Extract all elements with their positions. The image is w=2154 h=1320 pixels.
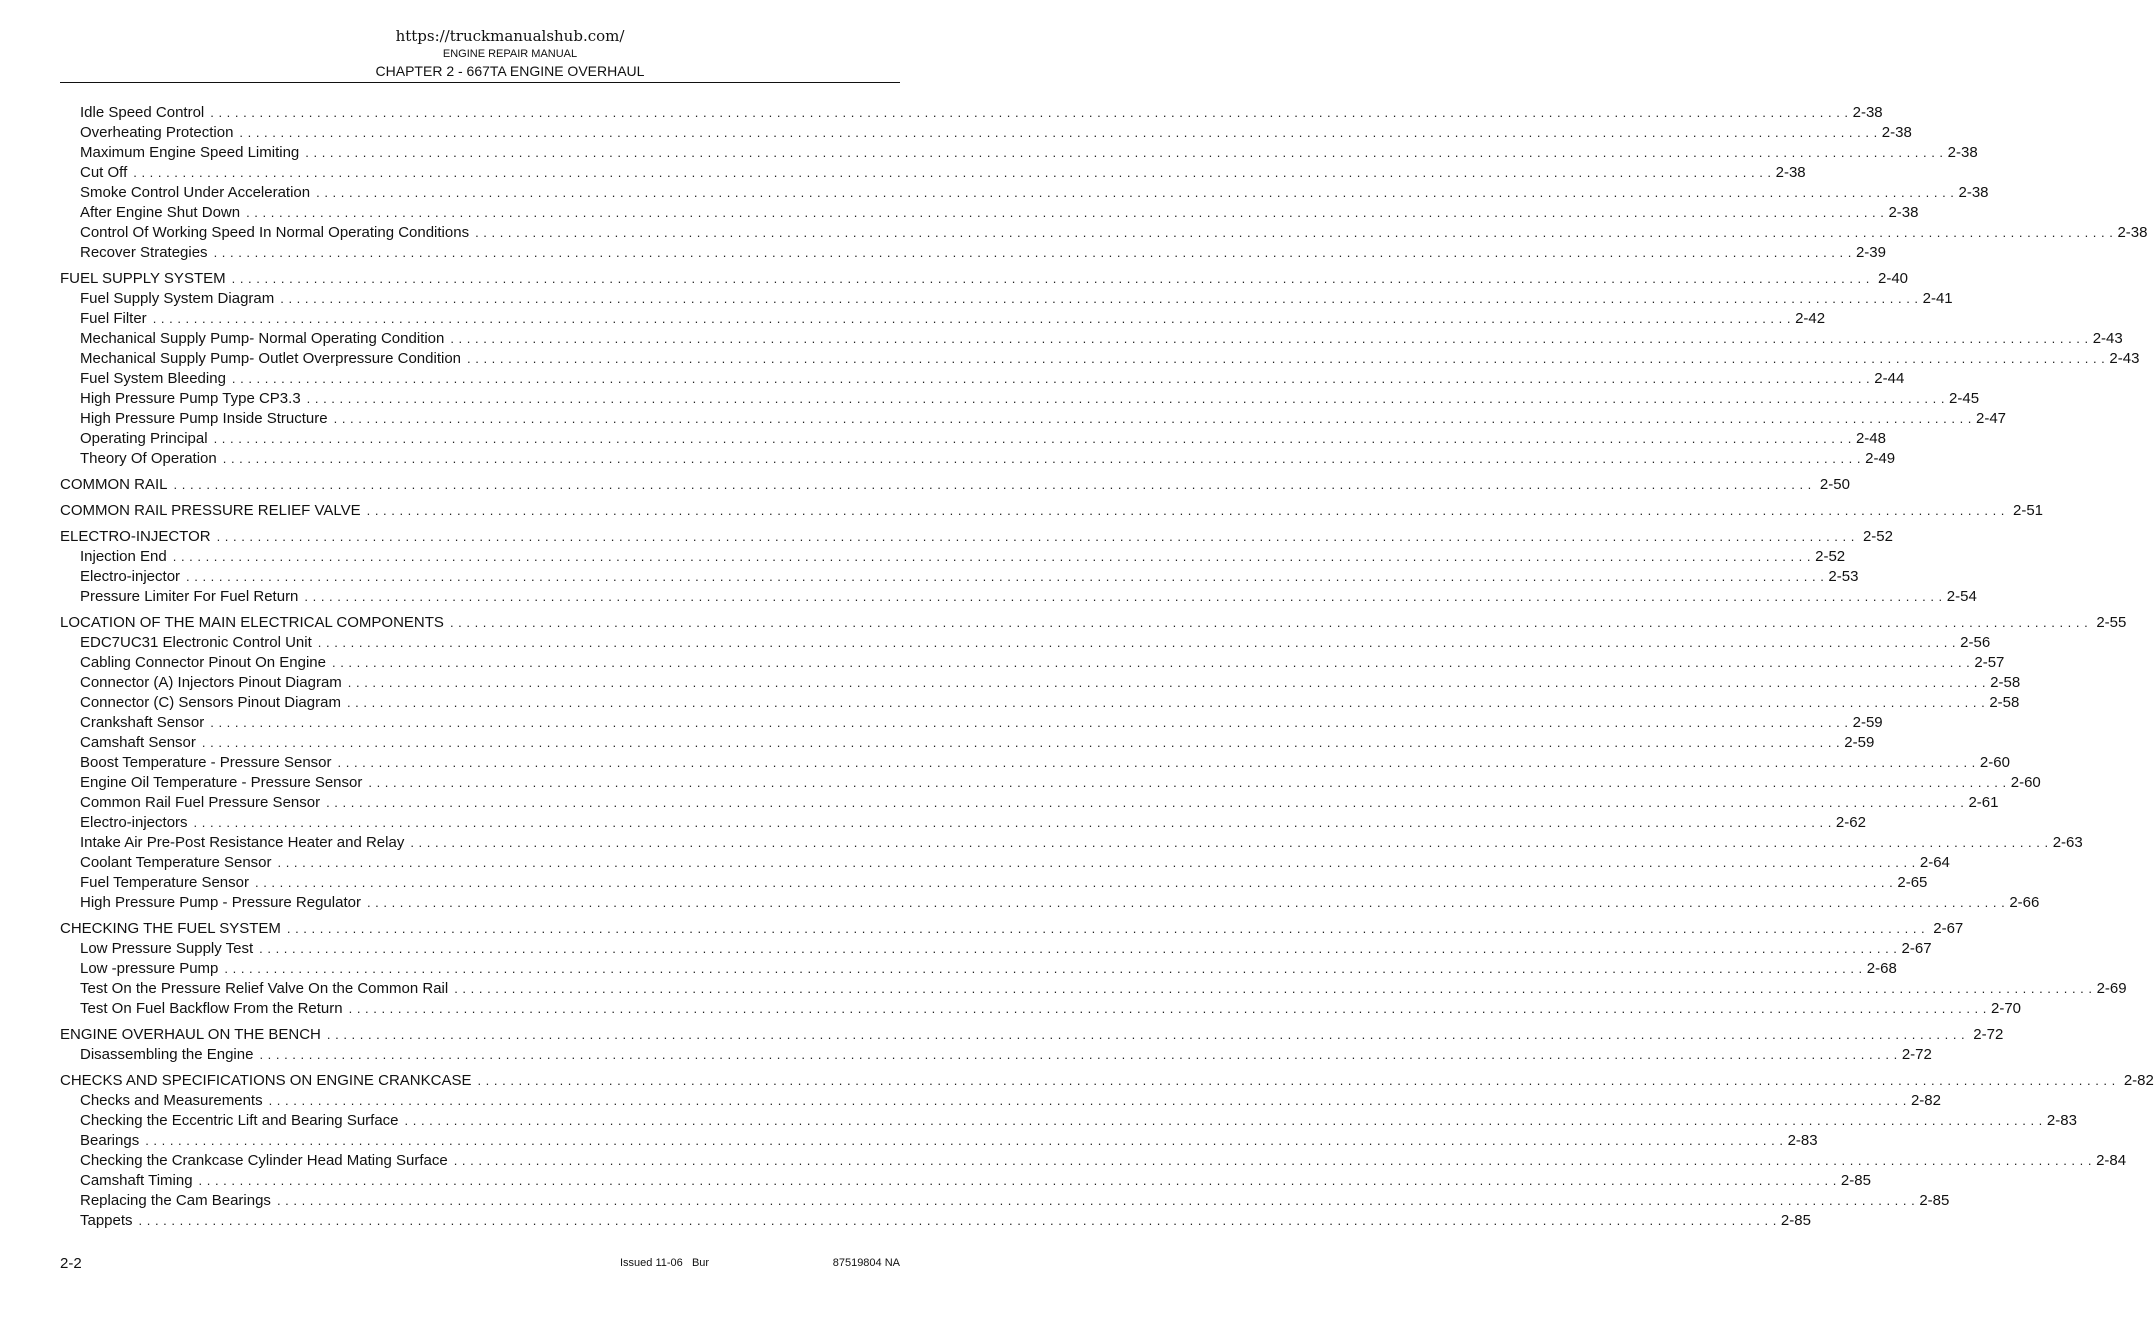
- dot-leader: ........................................................................................................................................................................................................: [193, 815, 1836, 830]
- dot-leader: ........................................................................................................................................................................................................: [305, 145, 1948, 160]
- toc-entry-title: Coolant Temperature Sensor: [80, 854, 272, 871]
- toc-entry-page: 2-38: [1881, 124, 1912, 141]
- toc-entry-page: 2-38: [1958, 184, 1989, 201]
- dot-leader: ........................................................................................................................................................................................................: [368, 775, 2011, 790]
- toc-entry-page: 2-82: [1910, 1092, 1941, 1109]
- toc-entry-title: Smoke Control Under Acceleration: [80, 184, 311, 201]
- dot-leader: ........................................................................................................................................................................................................: [198, 1173, 1841, 1188]
- dot-leader: ........................................................................................................................................................................................................: [213, 431, 1856, 446]
- dot-leader: ........................................................................................................................................................................................................: [259, 1047, 1902, 1062]
- toc-entry-page: 2-38: [1852, 104, 1883, 121]
- toc-entry-title: Maximum Engine Speed Limiting: [80, 144, 300, 161]
- toc-subsection-entry: [60, 979, 2127, 999]
- toc-subsection-entry: [60, 349, 2140, 369]
- toc-entry-title: COMMON RAIL: [60, 476, 168, 493]
- toc-subsection-entry: [60, 1191, 1950, 1211]
- dot-leader: ........................................................................................................................................................................................................: [326, 1027, 1970, 1042]
- toc-entry-title: Cabling Connector Pinout On Engine: [80, 654, 326, 671]
- toc-subsection-entry: [60, 1091, 1941, 1111]
- header-rule: [60, 82, 900, 83]
- dot-leader: ........................................................................................................................................................................................................: [348, 1001, 1991, 1016]
- toc-subsection-entry: [60, 833, 2083, 853]
- toc-entry-page: 2-85: [1840, 1172, 1871, 1189]
- toc-entry-title: Control Of Working Speed In Normal Operating Conditions: [80, 224, 470, 241]
- toc-entry-page: 2-38: [1775, 164, 1806, 181]
- toc-entry-title: Tappets: [80, 1212, 133, 1229]
- dot-leader: ........................................................................................................................................................................................................: [138, 1213, 1781, 1228]
- toc-entry-title: Low Pressure Supply Test: [80, 940, 254, 957]
- manual-title: ENGINE REPAIR MANUAL: [442, 48, 578, 60]
- toc-entry-page: 2-59: [1844, 734, 1875, 751]
- footer-page-number: 2-2: [60, 1255, 82, 1272]
- toc-entry-title: Boost Temperature - Pressure Sensor: [80, 754, 332, 771]
- dot-leader: ........................................................................................................................................................................................................: [467, 351, 2110, 366]
- toc-entry-title: Intake Air Pre-Post Resistance Heater and Relay: [80, 834, 405, 851]
- dot-leader: ........................................................................................................................................................................................................: [259, 941, 1902, 956]
- dot-leader: ........................................................................................................................................................................................................: [277, 855, 1920, 870]
- toc-entry-title: Common Rail Fuel Pressure Sensor: [80, 794, 321, 811]
- toc-entry-page: 2-48: [1855, 430, 1886, 447]
- toc-section-entry: [60, 1071, 2154, 1091]
- toc-entry-title: Bearings: [80, 1132, 140, 1149]
- toc-section-entry: [60, 475, 1850, 495]
- toc-entry-page: 2-82: [2123, 1072, 2154, 1089]
- toc-entry-title: ENGINE OVERHAUL ON THE BENCH: [60, 1026, 321, 1043]
- toc-entry-page: 2-43: [2092, 330, 2123, 347]
- toc-subsection-entry: [60, 409, 2007, 429]
- toc-entry-page: 2-65: [1897, 874, 1928, 891]
- footer-doc-number: 87519804 NA: [832, 1257, 900, 1269]
- toc-subsection-entry: [60, 733, 1875, 753]
- toc-subsection-entry: [60, 1151, 2127, 1171]
- dot-leader: ........................................................................................................................................................................................................: [224, 961, 1867, 976]
- toc-entry-page: 2-58: [1989, 694, 2020, 711]
- dot-leader: ........................................................................................................................................................................................................: [231, 271, 1874, 286]
- toc-entry-title: High Pressure Pump Type CP3.3: [80, 390, 301, 407]
- dot-leader: ........................................................................................................................................................................................................: [210, 715, 1853, 730]
- toc-entry-title: Checking the Eccentric Lift and Bearing Surface: [80, 1112, 399, 1129]
- dot-leader: ........................................................................................................................................................................................................: [173, 477, 1816, 492]
- toc-subsection-entry: [60, 123, 1912, 143]
- toc-subsection-entry: [60, 223, 2148, 243]
- toc-entry-title: Fuel Filter: [80, 310, 147, 327]
- toc-entry-title: Electro-injectors: [80, 814, 188, 831]
- toc-subsection-entry: [60, 773, 2041, 793]
- toc-entry-page: 2-83: [2046, 1112, 2077, 1129]
- toc-subsection-entry: [60, 1111, 2077, 1131]
- toc-entry-page: 2-72: [1973, 1026, 2004, 1043]
- toc-entry-page: 2-38: [1947, 144, 1978, 161]
- toc-subsection-entry: [60, 673, 2021, 693]
- toc-entry-page: 2-72: [1901, 1046, 1932, 1063]
- toc-entry-page: 2-41: [1922, 290, 1953, 307]
- toc-entry-page: 2-57: [1974, 654, 2005, 671]
- dot-leader: ........................................................................................................................................................................................................: [246, 205, 1889, 220]
- toc-subsection-entry: [60, 1131, 1818, 1151]
- toc-entry-page: 2-69: [2096, 980, 2127, 997]
- toc-entry-page: 2-85: [1919, 1192, 1950, 1209]
- toc-entry-page: 2-64: [1919, 854, 1950, 871]
- toc-subsection-entry: [60, 103, 1883, 123]
- toc-entry-title: Checks and Measurements: [80, 1092, 263, 1109]
- dot-leader: ........................................................................................................................................................................................................: [268, 1093, 1911, 1108]
- toc-entry-title: EDC7UC31 Electronic Control Unit: [80, 634, 312, 651]
- dot-leader: ........................................................................................................................................................................................................: [449, 615, 2093, 630]
- toc-section-entry: [60, 1025, 2004, 1045]
- toc-entry-page: 2-42: [1795, 310, 1826, 327]
- toc-section-entry: [60, 269, 1909, 289]
- dot-leader: ........................................................................................................................................................................................................: [347, 675, 1991, 690]
- dot-leader: ........................................................................................................................................................................................................: [222, 451, 1866, 466]
- toc-entry-title: Camshaft Sensor: [80, 734, 196, 751]
- toc-entry-page: 2-63: [2052, 834, 2083, 851]
- toc-subsection-entry: [60, 1045, 1932, 1065]
- toc-subsection-entry: [60, 939, 1932, 959]
- toc-entry-page: 2-83: [1787, 1132, 1818, 1149]
- toc-entry-page: 2-56: [1960, 634, 1991, 651]
- toc-entry-page: 2-59: [1852, 714, 1883, 731]
- toc-subsection-entry: [60, 587, 1977, 607]
- toc-entry-title: Recover Strategies: [80, 244, 208, 261]
- dot-leader: ........................................................................................................................................................................................................: [152, 311, 1796, 326]
- dot-leader: ........................................................................................................................................................................................................: [276, 1193, 1920, 1208]
- toc-entry-title: ELECTRO-INJECTOR: [60, 528, 211, 545]
- toc-entry-page: 2-58: [1990, 674, 2021, 691]
- toc-entry-page: 2-52: [1862, 528, 1893, 545]
- toc-entry-title: Idle Speed Control: [80, 104, 205, 121]
- toc-entry-page: 2-67: [1901, 940, 1932, 957]
- toc-section-entry: [60, 501, 2044, 521]
- toc-subsection-entry: [60, 713, 1883, 733]
- toc-entry-page: 2-85: [1780, 1212, 1811, 1229]
- toc-entry-title: Disassembling the Engine: [80, 1046, 254, 1063]
- dot-leader: ........................................................................................................................................................................................................: [316, 185, 1959, 200]
- toc-subsection-entry: [60, 959, 1897, 979]
- toc-entry-page: 2-43: [2109, 350, 2140, 367]
- dot-leader: ........................................................................................................................................................................................................: [450, 331, 2093, 346]
- toc-subsection-entry: [60, 329, 2123, 349]
- dot-leader: ........................................................................................................................................................................................................: [213, 245, 1856, 260]
- toc-subsection-entry: [60, 429, 1886, 449]
- toc-entry-title: Overheating Protection: [80, 124, 234, 141]
- toc-entry-title: Test On Fuel Backflow From the Return: [80, 1000, 343, 1017]
- toc-entry-title: Mechanical Supply Pump- Normal Operating Condition: [80, 330, 445, 347]
- toc-subsection-entry: [60, 1211, 1811, 1231]
- toc-entry-page: 2-40: [1877, 270, 1909, 287]
- toc-entry-title: Operating Principal: [80, 430, 208, 447]
- toc-entry-page: 2-38: [2117, 224, 2148, 241]
- toc-subsection-entry: [60, 567, 1859, 587]
- table-of-contents: [60, 103, 2154, 1231]
- toc-entry-title: Checking the Crankcase Cylinder Head Mating Surface: [80, 1152, 448, 1169]
- toc-subsection-entry: [60, 653, 2005, 673]
- toc-entry-title: Replacing the Cam Bearings: [80, 1192, 271, 1209]
- toc-entry-page: 2-60: [2010, 774, 2041, 791]
- toc-entry-title: Cut Off: [80, 164, 128, 181]
- toc-subsection-entry: [60, 143, 1978, 163]
- toc-entry-page: 2-62: [1835, 814, 1866, 831]
- toc-subsection-entry: [60, 369, 1905, 389]
- toc-subsection-entry: [60, 633, 1991, 653]
- dot-leader: ........................................................................................................................................................................................................: [317, 635, 1961, 650]
- toc-subsection-entry: [60, 289, 1953, 309]
- toc-entry-title: LOCATION OF THE MAIN ELECTRICAL COMPONENTS: [60, 614, 444, 631]
- toc-entry-title: After Engine Shut Down: [80, 204, 241, 221]
- toc-entry-title: Connector (A) Injectors Pinout Diagram: [80, 674, 342, 691]
- toc-subsection-entry: [60, 873, 1928, 893]
- toc-subsection-entry: [60, 243, 1886, 263]
- toc-entry-page: 2-68: [1866, 960, 1897, 977]
- toc-entry-page: 2-66: [2009, 894, 2040, 911]
- toc-subsection-entry: [60, 309, 1826, 329]
- toc-entry-page: 2-47: [1976, 410, 2007, 427]
- toc-entry-page: 2-39: [1855, 244, 1886, 261]
- dot-leader: ........................................................................................................................................................................................................: [239, 125, 1882, 140]
- toc-entry-title: Fuel Temperature Sensor: [80, 874, 249, 891]
- toc-entry-title: COMMON RAIL PRESSURE RELIEF VALVE: [60, 502, 361, 519]
- dot-leader: ........................................................................................................................................................................................................: [133, 165, 1776, 180]
- dot-leader: ........................................................................................................................................................................................................: [286, 921, 1930, 936]
- toc-entry-title: Fuel System Bleeding: [80, 370, 226, 387]
- toc-entry-page: 2-55: [2096, 614, 2127, 631]
- toc-entry-title: Electro-injector: [80, 568, 181, 585]
- toc-subsection-entry: [60, 449, 1896, 469]
- toc-entry-title: Fuel Supply System Diagram: [80, 290, 275, 307]
- toc-entry-title: Test On the Pressure Relief Valve On the Common Rail: [80, 980, 449, 997]
- toc-entry-title: CHECKING THE FUEL SYSTEM: [60, 920, 281, 937]
- toc-entry-page: 2-45: [1949, 390, 1980, 407]
- toc-entry-page: 2-54: [1946, 588, 1977, 605]
- toc-entry-page: 2-51: [2013, 502, 2044, 519]
- toc-subsection-entry: [60, 693, 2020, 713]
- toc-entry-page: 2-49: [1865, 450, 1896, 467]
- footer-issue: Issued 11-06 Bur: [620, 1257, 710, 1269]
- toc-entry-title: Crankshaft Sensor: [80, 714, 205, 731]
- toc-subsection-entry: [60, 753, 2010, 773]
- toc-subsection-entry: [60, 163, 1806, 183]
- toc-subsection-entry: [60, 999, 2022, 1019]
- toc-entry-page: 2-70: [1990, 1000, 2022, 1017]
- toc-subsection-entry: [60, 793, 1999, 813]
- toc-subsection-entry: [60, 389, 1980, 409]
- toc-entry-title: Engine Oil Temperature - Pressure Sensor: [80, 774, 363, 791]
- toc-subsection-entry: [60, 547, 1846, 567]
- dot-leader: ........................................................................................................................................................................................................: [280, 291, 1923, 306]
- dot-leader: ........................................................................................................................................................................................................: [326, 795, 1969, 810]
- dot-leader: ........................................................................................................................................................................................................: [172, 549, 1816, 564]
- dot-leader: ........................................................................................................................................................................................................: [145, 1133, 1788, 1148]
- dot-leader: ........................................................................................................................................................................................................: [201, 735, 1845, 750]
- dot-leader: ........................................................................................................................................................................................................: [333, 411, 1976, 426]
- dot-leader: ........................................................................................................................................................................................................: [477, 1073, 2120, 1088]
- dot-leader: ........................................................................................................................................................................................................: [306, 391, 1950, 406]
- toc-entry-page: 2-38: [1888, 204, 1919, 221]
- toc-entry-title: CHECKS AND SPECIFICATIONS ON ENGINE CRANKCASE: [60, 1072, 472, 1089]
- dot-leader: ........................................................................................................................................................................................................: [366, 895, 2010, 910]
- toc-entry-page: 2-67: [1933, 920, 1964, 937]
- toc-subsection-entry: [60, 813, 1866, 833]
- dot-leader: ........................................................................................................................................................................................................: [254, 875, 1898, 890]
- toc-subsection-entry: [60, 1171, 1871, 1191]
- dot-leader: ........................................................................................................................................................................................................: [337, 755, 1980, 770]
- dot-leader: ........................................................................................................................................................................................................: [475, 225, 2118, 240]
- toc-entry-title: Injection End: [80, 548, 167, 565]
- dot-leader: ........................................................................................................................................................................................................: [332, 655, 1975, 670]
- toc-entry-page: 2-52: [1815, 548, 1846, 565]
- dot-leader: ........................................................................................................................................................................................................: [404, 1113, 2047, 1128]
- dot-leader: ........................................................................................................................................................................................................: [186, 569, 1829, 584]
- toc-entry-title: Theory Of Operation: [80, 450, 217, 467]
- dot-leader: ........................................................................................................................................................................................................: [216, 529, 1859, 544]
- dot-leader: ........................................................................................................................................................................................................: [366, 503, 2009, 518]
- toc-entry-page: 2-53: [1828, 568, 1859, 585]
- toc-subsection-entry: [60, 893, 2040, 913]
- toc-section-entry: [60, 919, 1964, 939]
- toc-subsection-entry: [60, 203, 1919, 223]
- toc-entry-title: Mechanical Supply Pump- Outlet Overpressure Condition: [80, 350, 462, 367]
- dot-leader: ........................................................................................................................................................................................................: [453, 1153, 2097, 1168]
- toc-entry-page: 2-60: [1979, 754, 2010, 771]
- toc-subsection-entry: [60, 853, 1950, 873]
- dot-leader: ........................................................................................................................................................................................................: [410, 835, 2053, 850]
- dot-leader: ........................................................................................................................................................................................................: [210, 105, 1853, 120]
- toc-entry-title: FUEL SUPPLY SYSTEM: [60, 270, 226, 287]
- dot-leader: ........................................................................................................................................................................................................: [454, 981, 2097, 996]
- toc-section-entry: [60, 613, 2127, 633]
- toc-entry-title: Connector (C) Sensors Pinout Diagram: [80, 694, 341, 711]
- toc-entry-page: 2-84: [2096, 1152, 2127, 1169]
- toc-entry-page: 2-50: [1819, 476, 1850, 493]
- chapter-title: CHAPTER 2 - 667TA ENGINE OVERHAUL: [375, 63, 645, 79]
- toc-entry-title: Low -pressure Pump: [80, 960, 219, 977]
- source-url: https://truckmanualshub.com/: [395, 27, 625, 45]
- dot-leader: ........................................................................................................................................................................................................: [304, 589, 1947, 604]
- toc-entry-title: Camshaft Timing: [80, 1172, 193, 1189]
- toc-subsection-entry: [60, 183, 1989, 203]
- toc-entry-title: High Pressure Pump Inside Structure: [80, 410, 328, 427]
- dot-leader: ........................................................................................................................................................................................................: [346, 695, 1990, 710]
- toc-entry-title: Pressure Limiter For Fuel Return: [80, 588, 299, 605]
- toc-entry-page: 2-44: [1874, 370, 1905, 387]
- dot-leader: ........................................................................................................................................................................................................: [231, 371, 1875, 386]
- toc-section-entry: [60, 527, 1893, 547]
- toc-entry-title: High Pressure Pump - Pressure Regulator: [80, 894, 361, 911]
- toc-entry-page: 2-61: [1968, 794, 1999, 811]
